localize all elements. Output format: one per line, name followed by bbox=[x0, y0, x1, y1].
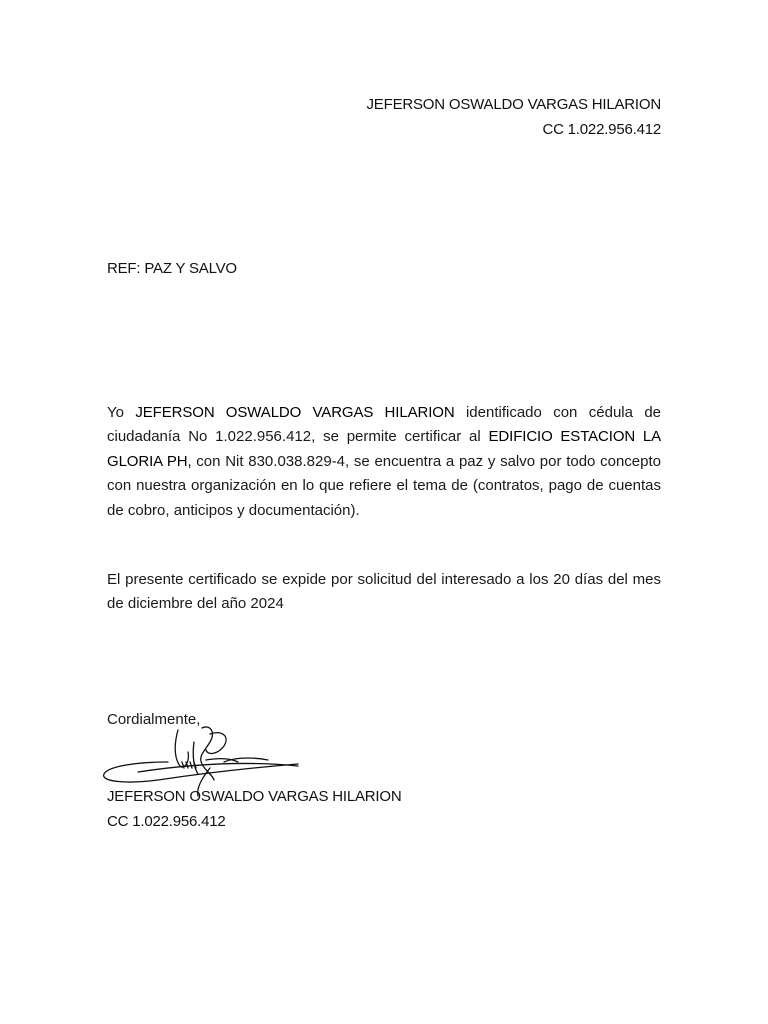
reference-line: REF: PAZ Y SALVO bbox=[107, 260, 237, 277]
paragraph-text: con Nit 830.038.829-4, se encuentra a paz y salvo por todo concepto con nuestra organización en lo que refiere el tema de (contratos, pago de cuentas de cobro, anticipos y documentación). bbox=[107, 452, 661, 519]
signer-name: JEFERSON OSWALDO VARGAS HILARION bbox=[107, 788, 402, 805]
sender-header bbox=[367, 92, 662, 142]
certification-paragraph bbox=[107, 401, 661, 523]
sender-id: CC 1.022.956.412 bbox=[542, 121, 661, 138]
signer-id: CC 1.022.956.412 bbox=[107, 813, 226, 830]
issuance-paragraph: El presente certificado se expide por solicitud del interesado a los 20 días del mes de diciembre del año 2024 bbox=[107, 571, 661, 613]
certifier-name: JEFERSON OSWALDO VARGAS HILARION bbox=[135, 404, 455, 421]
sender-name: JEFERSON OSWALDO VARGAS HILARION bbox=[366, 96, 661, 113]
paragraph-text: identificado con cédula de ciudadanía No 1.022.956.412, se permite certificar al bbox=[107, 404, 662, 446]
building-name: EDIFICIO ESTACION LA GLORIA PH, bbox=[107, 428, 662, 470]
signer-block bbox=[107, 784, 402, 834]
closing-salutation: Cordialmente, bbox=[107, 711, 201, 728]
paragraph-text: Yo bbox=[107, 404, 136, 421]
